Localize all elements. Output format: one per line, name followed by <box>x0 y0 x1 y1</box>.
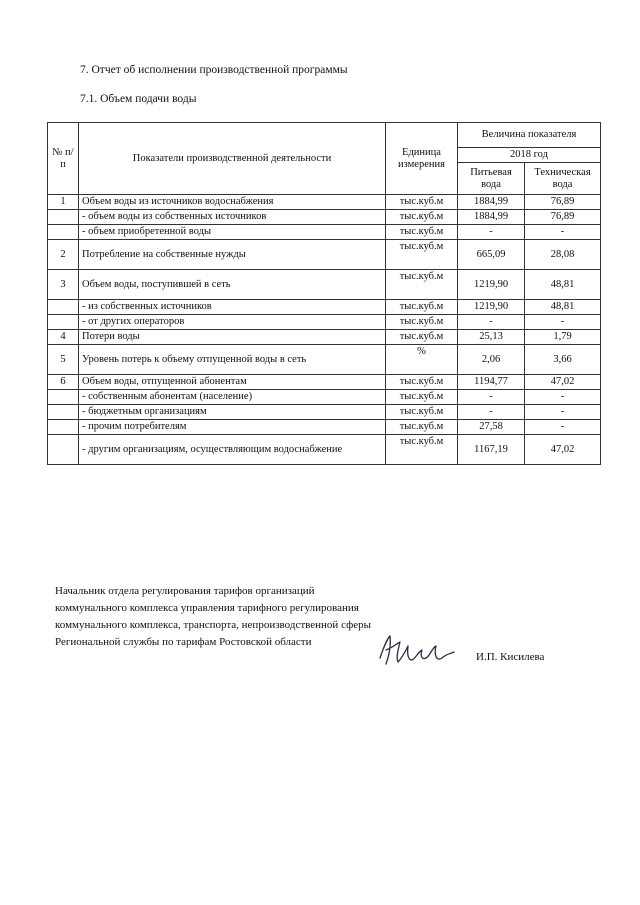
table-row <box>48 390 601 405</box>
row-drinking-value: 27,58 <box>458 420 525 435</box>
row-number <box>48 390 79 405</box>
row-drinking-value: 1219,90 <box>458 300 525 315</box>
row-drinking-value: - <box>458 225 525 240</box>
row-technical-value: - <box>525 315 601 330</box>
row-unit: тыс.куб.м <box>386 210 458 225</box>
row-number: 5 <box>48 345 79 375</box>
row-indicator: - объем приобретенной воды <box>79 225 386 240</box>
table-row <box>48 405 601 420</box>
row-number: 6 <box>48 375 79 390</box>
row-technical-value: - <box>525 405 601 420</box>
table-row <box>48 270 601 300</box>
row-technical-value: 48,81 <box>525 270 601 300</box>
row-technical-value: - <box>525 420 601 435</box>
table-row <box>48 240 601 270</box>
table-row <box>48 375 601 390</box>
row-number: 4 <box>48 330 79 345</box>
signer-name: И.П. Кисилева <box>476 651 545 663</box>
row-drinking-value: - <box>458 405 525 420</box>
table-row <box>48 420 601 435</box>
row-indicator: - от других операторов <box>79 315 386 330</box>
row-unit: тыс.куб.м <box>386 270 458 300</box>
row-unit: тыс.куб.м <box>386 375 458 390</box>
row-drinking-value: 1167,19 <box>458 435 525 465</box>
header-row <box>48 123 601 148</box>
row-technical-value: 47,02 <box>525 375 601 390</box>
row-unit: тыс.куб.м <box>386 435 458 465</box>
header-year: 2018 год <box>458 148 601 163</box>
table-row <box>48 225 601 240</box>
row-drinking-value: 25,13 <box>458 330 525 345</box>
row-technical-value: 76,89 <box>525 195 601 210</box>
water-supply-table <box>47 122 601 465</box>
row-number <box>48 405 79 420</box>
row-unit: тыс.куб.м <box>386 195 458 210</box>
row-drinking-value: 1219,90 <box>458 270 525 300</box>
row-unit: тыс.куб.м <box>386 420 458 435</box>
row-unit: % <box>386 345 458 375</box>
row-number: 1 <box>48 195 79 210</box>
row-drinking-value: 665,09 <box>458 240 525 270</box>
row-number: 3 <box>48 270 79 300</box>
row-drinking-value: 1884,99 <box>458 195 525 210</box>
row-unit: тыс.куб.м <box>386 330 458 345</box>
table-row <box>48 195 601 210</box>
section-heading: 7. Отчет об исполнении производственной программы <box>80 64 348 76</box>
row-technical-value: 76,89 <box>525 210 601 225</box>
row-indicator: Объем воды из источников водоснабжения <box>79 195 386 210</box>
header-value-group: Величина показателя <box>458 123 601 148</box>
table-row <box>48 435 601 465</box>
row-technical-value: 47,02 <box>525 435 601 465</box>
header-num: № п/п <box>48 123 79 195</box>
row-indicator: Уровень потерь к объему отпущенной воды в сеть <box>79 345 386 375</box>
row-drinking-value: - <box>458 390 525 405</box>
table-row <box>48 210 601 225</box>
row-unit: тыс.куб.м <box>386 390 458 405</box>
table-row <box>48 315 601 330</box>
row-technical-value: - <box>525 225 601 240</box>
row-technical-value: - <box>525 390 601 405</box>
row-indicator: - прочим потребителям <box>79 420 386 435</box>
row-number <box>48 300 79 315</box>
subsection-heading: 7.1. Объем подачи воды <box>80 93 197 105</box>
row-technical-value: 28,08 <box>525 240 601 270</box>
row-number <box>48 315 79 330</box>
row-number <box>48 435 79 465</box>
row-indicator: - объем воды из собственных источников <box>79 210 386 225</box>
row-indicator: Объем воды, поступившей в сеть <box>79 270 386 300</box>
row-drinking-value: 1884,99 <box>458 210 525 225</box>
row-unit: тыс.куб.м <box>386 300 458 315</box>
signatory-position: Начальник отдела регулирования тарифов организаций коммунального комплекса управления тарифного регулирования коммунального комплекса, транспорта, непроизводственной сферы Региональной службы по тарифам Ростовской области <box>55 585 371 648</box>
row-number: 2 <box>48 240 79 270</box>
row-indicator: - бюджетным организациям <box>79 405 386 420</box>
row-technical-value: 3,66 <box>525 345 601 375</box>
handwritten-signature <box>376 628 456 670</box>
row-technical-value: 1,79 <box>525 330 601 345</box>
row-indicator: Объем воды, отпущенной абонентам <box>79 375 386 390</box>
row-indicator: - из собственных источников <box>79 300 386 315</box>
row-indicator: Потери воды <box>79 330 386 345</box>
header-drinking: Питьевая вода <box>458 163 525 195</box>
row-unit: тыс.куб.м <box>386 240 458 270</box>
row-drinking-value: - <box>458 315 525 330</box>
row-indicator: - собственным абонентам (население) <box>79 390 386 405</box>
row-unit: тыс.куб.м <box>386 225 458 240</box>
table-row <box>48 300 601 315</box>
table-row <box>48 345 601 375</box>
row-drinking-value: 1194,77 <box>458 375 525 390</box>
row-drinking-value: 2,06 <box>458 345 525 375</box>
header-unit: Единица измерения <box>386 123 458 195</box>
row-number <box>48 225 79 240</box>
row-indicator: Потребление на собственные нужды <box>79 240 386 270</box>
row-unit: тыс.куб.м <box>386 405 458 420</box>
row-number <box>48 420 79 435</box>
table-row <box>48 330 601 345</box>
row-indicator: - другим организациям, осуществляющим водоснабжение <box>79 435 386 465</box>
row-number <box>48 210 79 225</box>
row-unit: тыс.куб.м <box>386 315 458 330</box>
header-indicator: Показатели производственной деятельности <box>79 123 386 195</box>
header-technical: Техническая вода <box>525 163 601 195</box>
row-technical-value: 48,81 <box>525 300 601 315</box>
